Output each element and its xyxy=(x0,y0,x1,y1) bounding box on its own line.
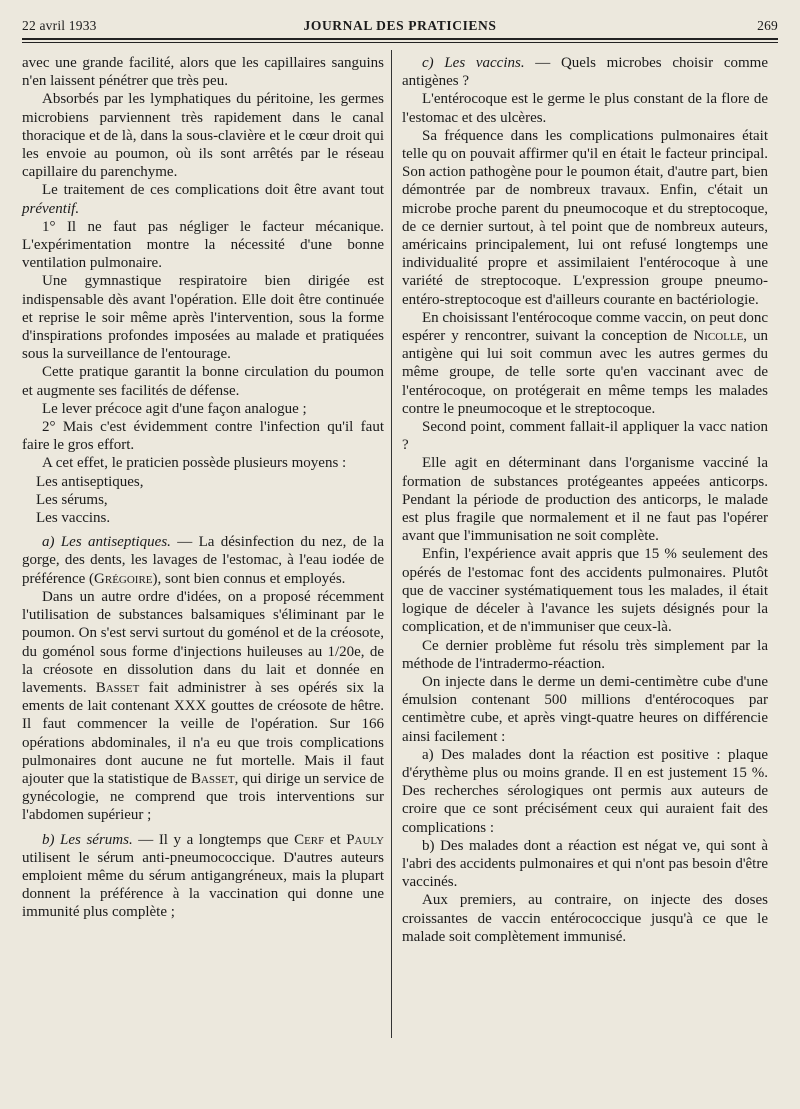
left-column xyxy=(22,54,384,922)
paragraph: Absorbés par les lymphatiques du péritoine, les germes microbiens parviennent très rapidement dans le canal thoracique et de là, dans la sous-clavière et le cœur droit qui les envoie au poumon, où ils sont arrêtés par le réseau capillaire du parenchyme. xyxy=(22,91,384,181)
author-name: Pauly xyxy=(346,831,384,848)
paragraph: Une gymnastique respiratoire bien dirigée est indispensable dès avant l'opération. Elle doit être continuée et reprise le soir même après l'intervention, sous la forme d'inspirations profondes imposées au malade et pratiquées sous la surveillance de l'entourage. xyxy=(22,273,384,363)
page-header xyxy=(22,18,778,40)
paragraph: Second point, comment fallait-il appliquer la vacc nation ? xyxy=(402,419,768,454)
journal-title: JOURNAL DES PRATICIENS xyxy=(303,18,497,33)
issue-date: 22 avril 1933 xyxy=(22,18,97,33)
section-serums: b) Les sérums. — Il y a longtemps que Cerf et Pauly utilisent le sérum anti-pneumococcique. D'autres auteurs emploient même du sérum antigangréneux, mais la plupart donnent la préférence à la vaccination qui donne une immunité plus complète ; xyxy=(22,831,384,921)
paragraph: Enfin, l'expérience avait appris que 15 % seulement des opérés de l'estomac font des accidents pulmonaires. Plutôt que de vacciner systématiquement tous les malades, il était logique de déceler à l'avance les sujets désignés pour la complication, et de n'immuniser que ceux-là. xyxy=(402,546,768,636)
header-rule-thick xyxy=(22,38,778,40)
paragraph: a) Des malades dont la réaction est positive : plaque d'érythème plus ou moins grande. Il en est justement 15 %. Des recherches sérologiques ont permis aux auteurs de croire que ce sont précisément ceux qui auraient fait des complications : xyxy=(402,746,768,836)
emphasis: préventif. xyxy=(22,200,80,217)
right-column xyxy=(402,54,768,946)
section-heading: a) Les antiseptiques. xyxy=(42,534,171,551)
paragraph: Cette pratique garantit la bonne circulation du poumon et augmente ses facilités de défense. xyxy=(22,364,384,399)
paragraph: L'entérocoque est le germe le plus constant de la flore de l'estomac et des ulcères. xyxy=(402,91,768,126)
paragraph: 1° Il ne faut pas négliger le facteur mécanique. L'expérimentation montre la nécessité d'une bonne ventilation pulmonaire. xyxy=(22,218,384,272)
list-item: Les sérums, xyxy=(36,491,108,508)
paragraph: b) Des malades dont a réaction est négat ve, qui sont à l'abri des accidents pulmonaires et qui n'ont pas besoin d'être vaccinés. xyxy=(402,837,768,891)
author-name: Grégoire xyxy=(94,570,153,587)
paragraph: Ce dernier problème fut résolu très simplement par la méthode de l'intradermo-réaction. xyxy=(402,637,768,672)
paragraph: Sa fréquence dans les complications pulmonaires était telle qu on pouvait affirmer qu'il en était le facteur principal. Son action pathogène pour le poumon était, d'autre part, bien démontrée par de nombreux travaux. Enfin, c'était un microbe proche parent du pneumocoque et du streptocoque, de ce dernier surtout, à tel point que de nombreux auteurs, américains principalement, lui ont refusé longtemps une individualité propre et assimilaient l'entérocoque à une variété de streptocoque. L'expression groupe pneumo-entéro-streptocoque est d'ailleurs courante en bactériologie. xyxy=(402,127,768,308)
paragraph: Le traitement de ces complications doit être avant tout préventif. xyxy=(22,182,384,217)
paragraph: avec une grande facilité, alors que les capillaires sanguins n'en laissent pénétrer que très peu. xyxy=(22,55,384,90)
paragraph: Dans un autre ordre d'idées, on a proposé récemment l'utilisation de substances balsamiques s'éliminant par le poumon. On s'est servi surtout du goménol et de la créosote, du goménol sous forme d'injections huileuses au 1/20e, de la créosote en dissolution dans du lait et donnée en lavements. Basset fait administrer à ses opérés six la ements de lait contenant XXX gouttes de créosote de hêtre. Il faut commencer la veille de l'opération. Sur 166 opérations abdominales, il n'a eu que trois complications pulmonaires dont aucune ne fut mortelle. Mais il faut ajouter que la statistique de Basset, qui dirige un service de gynécologie, ne comprend que trois interventions sur l'abdomen supérieur ; xyxy=(22,588,384,824)
author-name: Basset xyxy=(190,770,235,787)
paragraph: Aux premiers, au contraire, on injecte des doses croissantes de vaccin entérococcique jusqu'à ce que le malade soit complètement immunisé. xyxy=(402,892,768,945)
header-rule-thin xyxy=(22,42,778,43)
page-number: 269 xyxy=(757,18,778,33)
section-antiseptiques: a) Les antiseptiques. — La désinfection du nez, de la gorge, des dents, les lavages de l'estomac, à l'eau iodée de préférence (Grégoire), sont bien connus et employés. xyxy=(22,534,384,587)
list-item: Les antiseptiques, xyxy=(36,473,144,490)
column-divider xyxy=(391,50,392,1038)
list-item: Les vaccins. xyxy=(36,510,111,527)
section-heading: c) Les vaccins. xyxy=(422,55,525,71)
paragraph: Elle agit en déterminant dans l'organisme vacciné la formation de substances protégeantes appeées anticorps. Pendant la période de production des anticorps, le malade est plus fragile que normalement et il ne faut pas l'opérer avant que l'immunisation ne soit complète. xyxy=(402,455,768,545)
paragraph: Le lever précoce agit d'une façon analogue ; xyxy=(42,400,307,417)
section-heading: b) Les sérums. xyxy=(42,831,133,848)
paragraph: On injecte dans le derme un demi-centimètre cube d'une émulsion contenant 500 millions d'entérocoques par centimètre cube, et après vingt-quatre heures on différencie ainsi facilement : xyxy=(402,673,768,745)
paragraph: En choisissant l'entérocoque comme vaccin, on peut donc espérer y rencontrer, suivant la conception de Nicolle, un antigène qui lui soit commun avec les autres germes du même groupe, de telle sorte qu'en vaccinant avec de l'entérocoque, on protégerait en même temps les malades contre le pneumocoque et le streptocoque. xyxy=(402,309,768,417)
author-name: Nicolle xyxy=(693,328,744,345)
section-vaccins: c) Les vaccins. — Quels microbes choisir comme antigènes ? xyxy=(402,55,768,90)
author-name: Basset xyxy=(95,679,140,696)
author-name: Cerf xyxy=(294,831,325,848)
paragraph: A cet effet, le praticien possède plusieurs moyens : xyxy=(42,455,347,472)
paragraph: 2° Mais c'est évidemment contre l'infection qu'il faut faire le gros effort. xyxy=(22,419,384,454)
